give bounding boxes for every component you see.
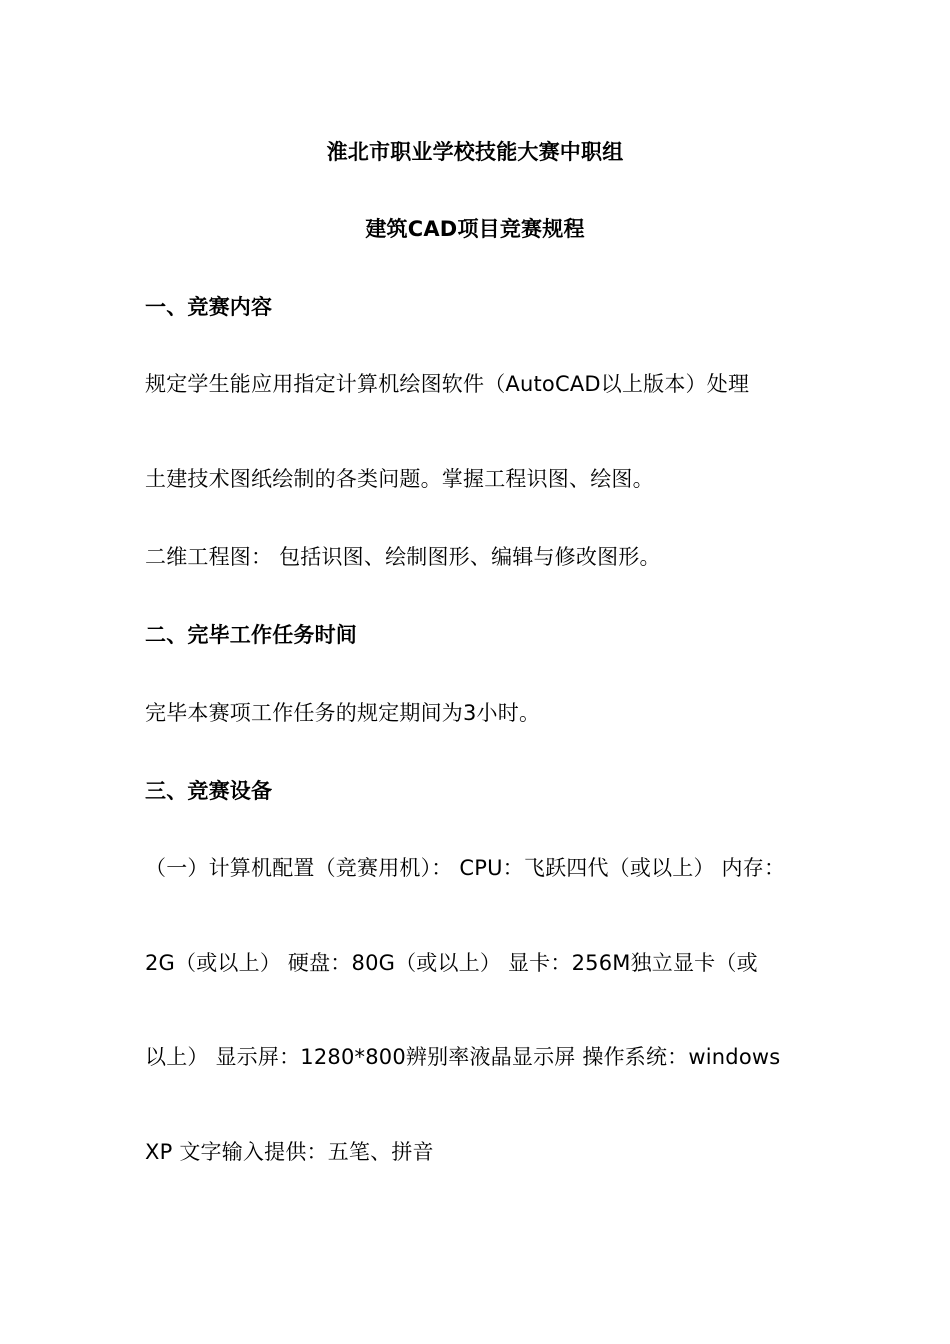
section-1-paragraph-line-1: 规定学生能应用指定计算机绘图软件（AutoCAD以上版本）处理	[145, 372, 750, 396]
section-3-paragraph-line-1: （一）计算机配置（竞赛用机）： CPU：飞跃四代（或以上） 内存：	[145, 856, 786, 880]
section-3-paragraph-line-2: 2G（或以上） 硬盘：80G（或以上） 显卡：256M独立显卡（或	[145, 951, 758, 975]
section-2-heading: 二、完毕工作任务时间	[145, 623, 357, 647]
section-1-paragraph-line-3: 二维工程图： 包括识图、绘制图形、编辑与修改图形。	[145, 545, 661, 569]
section-3-paragraph-line-3: 以上） 显示屏：1280*800辨别率液晶显示屏 操作系统：windows	[145, 1045, 781, 1069]
section-1-paragraph-line-2: 土建技术图纸绘制的各类问题。掌握工程识图、绘图。	[145, 467, 654, 491]
section-1-heading: 一、竞赛内容	[145, 295, 273, 319]
document-title-line-2: 建筑CAD项目竞赛规程	[365, 217, 585, 241]
section-3-paragraph-line-4: XP 文字输入提供：五笔、拼音	[145, 1140, 434, 1164]
document-title-line-1: 淮北市职业学校技能大赛中职组	[326, 140, 624, 164]
section-3-heading: 三、竞赛设备	[145, 779, 273, 803]
section-2-paragraph-line-1: 完毕本赛项工作任务的规定期间为3小时。	[145, 701, 541, 725]
